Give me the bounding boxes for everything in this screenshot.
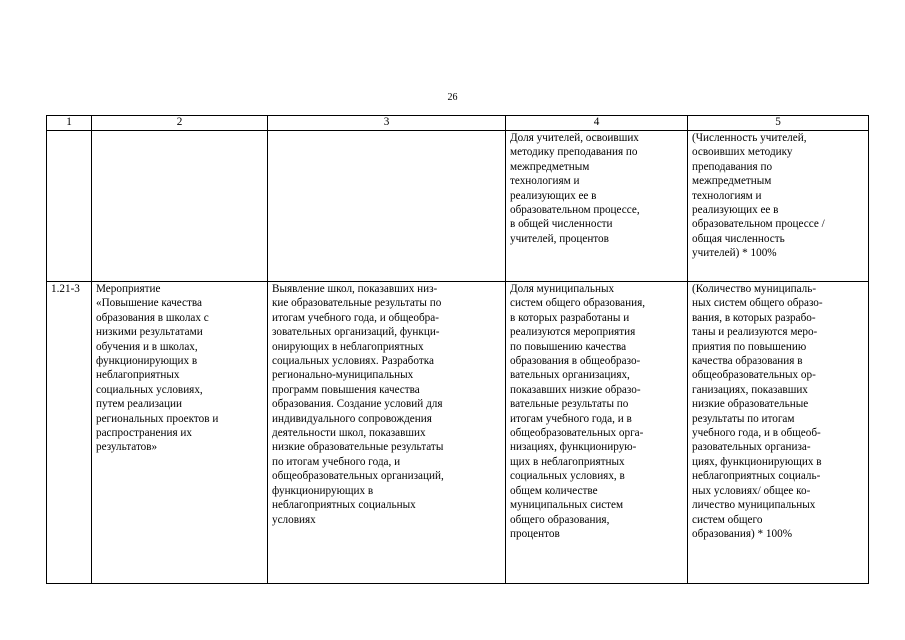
data-table: [46, 115, 869, 584]
indicator-cell: Доля муниципальных систем общего образования, в которых разработаны и реализуются мероприятия по повышению качества образования в общеобразо- вательных организациях, показавших низкие образо- вательные результаты по итогам учебного года, и в общеобразовательных орга- низациях, функционирую- щих в неблагоприятных социальных условиях, в общем количестве муниципальных систем общего образования, процентов: [506, 282, 688, 584]
event-description-cell: [268, 131, 506, 282]
event-name-cell: Мероприятие «Повышение качества образования в школах с низкими результатами обучения и в школах, функционирующих в неблагоприятных социальных условиях, путем реализации региональных проектов и распространения их результатов»: [92, 282, 268, 584]
page-number: 26: [447, 92, 458, 103]
table-row: [47, 131, 869, 282]
row-number-cell: 1.21-3: [47, 282, 92, 584]
row-number-cell: [47, 131, 92, 282]
column-number-1: 1: [47, 116, 92, 131]
column-number-5: 5: [688, 116, 869, 131]
column-number-2: 2: [92, 116, 268, 131]
formula-cell: (Количество муниципаль- ных систем общего образо- вания, в которых разрабо- таны и реализуются меро- приятия по повышению качества образования в общеобразовательных ор- ганизациях, показавших низкие образовательные результаты по итогам учебного года, и в общеоб- разовательных организа- циях, функционирующих в неблагоприятных социаль- ных условиях/ общее ко- личество муниципальных систем общего образования) * 100%: [688, 282, 869, 584]
table-header-row: [47, 116, 869, 131]
column-number-3: 3: [268, 116, 506, 131]
event-name-cell: [92, 131, 268, 282]
column-number-4: 4: [506, 116, 688, 131]
indicator-cell: Доля учителей, освоивших методику преподавания по межпредметным технологиям и реализующих ее в образовательном процессе, в общей численности учителей, процентов: [506, 131, 688, 282]
table-row: [47, 282, 869, 584]
formula-cell: (Численность учителей, освоивших методику преподавания по межпредметным технологиям и реализующих ее в образовательном процессе / общая численность учителей) * 100%: [688, 131, 869, 282]
event-description-cell: Выявление школ, показавших низ- кие образовательные результаты по итогам учебного года, и общеобра- зовательных организаций, функци- онирующих в неблагоприятных социальных условиях. Разработка регионально-муниципальных программ повышения качества образования. Создание условий для индивидуального сопровождения деятельности школ, показавших низкие образовательные результаты по итогам учебного года, и общеобразовательных организаций, функционирующих в неблагоприятных социальных условиях: [268, 282, 506, 584]
